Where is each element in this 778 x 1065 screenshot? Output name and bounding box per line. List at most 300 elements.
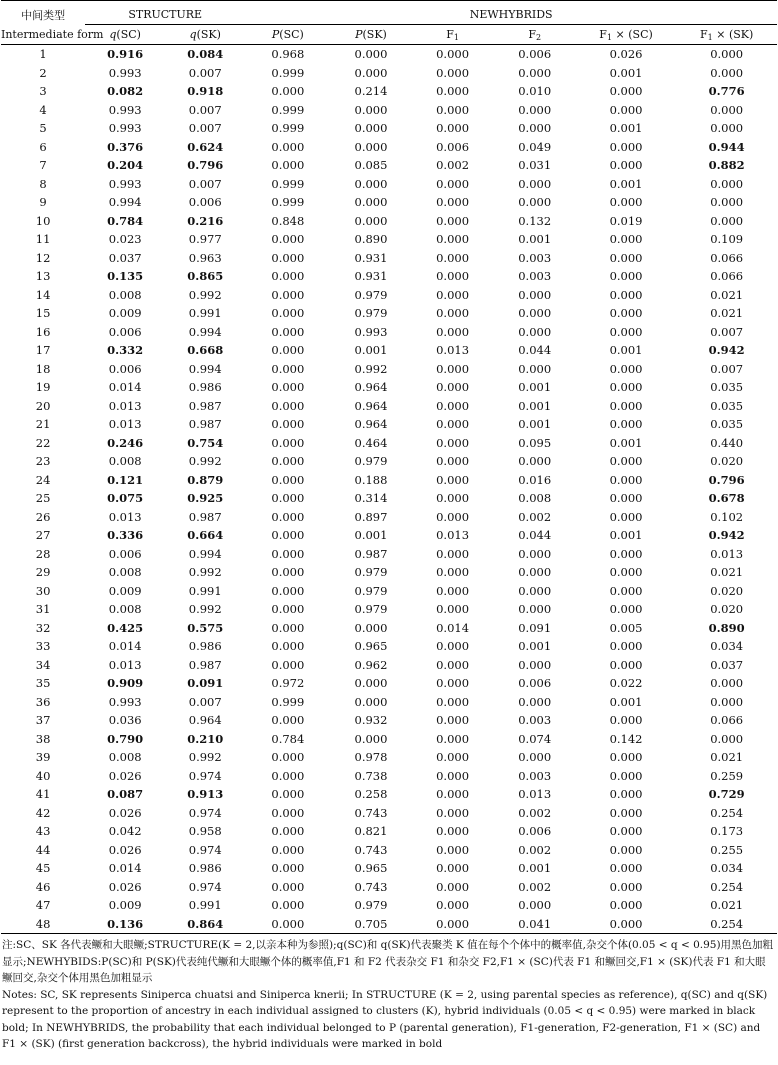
table-cell: 0.000 (436, 509, 470, 524)
table-row (1, 896, 777, 915)
row-id: 43 (35, 824, 51, 838)
table-cell: 0.000 (271, 417, 305, 431)
table-cell: 0.000 (609, 842, 643, 857)
table-cell: 0.001 (609, 343, 643, 357)
table-cell: 0.000 (354, 195, 388, 209)
table-cell: 0.994 (188, 324, 222, 339)
table-cell: 0.005 (609, 620, 643, 635)
table-cell: 0.000 (436, 417, 470, 431)
table-cell: 0.964 (354, 417, 388, 431)
table-cell: 0.994 (108, 195, 142, 209)
table-cell: 0.864 (165, 915, 245, 934)
table-cell: 0.075 (107, 491, 144, 505)
table-row (1, 119, 777, 138)
table-cell: 0.000 (609, 509, 643, 524)
table-cell: 0.037 (108, 250, 142, 265)
table-cell: 0.999 (271, 121, 305, 135)
table-cell: 0.992 (188, 602, 222, 616)
table-cell: 0.006 (108, 546, 142, 561)
table-cell: 0.091 (518, 620, 552, 635)
column-header-main: F (446, 27, 454, 41)
table-cell: 0.006 (108, 324, 142, 339)
table-cell: 0.000 (436, 250, 470, 265)
table-cell: 0.376 (107, 139, 144, 154)
table-row (1, 711, 777, 730)
table-cell: 0.932 (354, 713, 388, 727)
column-header-main: q (109, 28, 117, 41)
table-cell: 0.121 (107, 472, 144, 487)
table-row (1, 674, 777, 693)
table-row (1, 397, 777, 416)
table-cell: 0.037 (710, 657, 744, 672)
table-cell: 0.000 (271, 84, 305, 98)
table-cell: 0.743 (354, 805, 388, 820)
table-cell: 0.000 (271, 361, 305, 376)
table-cell: 0.000 (609, 84, 643, 98)
table-cell: 0.000 (354, 731, 388, 746)
table-cell: 0.021 (710, 898, 744, 912)
table-cell: 0.006 (108, 361, 142, 376)
table-cell: 0.000 (354, 102, 388, 117)
table-row (1, 249, 777, 268)
table-cell: 0.992 (188, 750, 222, 764)
table-cell: 0.000 (436, 232, 470, 246)
table-cell: 0.754 (187, 435, 224, 450)
table-cell: 0.000 (271, 324, 305, 339)
table-row (1, 101, 777, 120)
group-header-structure: STRUCTURE (85, 1, 245, 25)
table-cell: 0.916 (107, 47, 144, 61)
table-cell: 0.000 (436, 361, 470, 376)
table-row (1, 822, 777, 841)
column-header-main: P (355, 28, 363, 41)
table-cell: 0.000 (354, 121, 388, 135)
table-cell: 0.087 (107, 787, 144, 801)
table-cell: 0.009 (108, 583, 142, 598)
row-id: 42 (35, 805, 51, 820)
table-cell: 0.000 (609, 158, 643, 172)
table-cell: 0.135 (107, 269, 144, 283)
hybrid-probability-table (1, 0, 777, 934)
table-cell: 0.000 (271, 435, 305, 450)
table-cell: 0.992 (188, 565, 222, 579)
table-cell: 0.013 (108, 398, 142, 413)
table-row (1, 304, 777, 323)
table-cell: 0.006 (518, 676, 552, 690)
table-cell: 0.890 (708, 620, 745, 635)
table-cell: 0.009 (108, 898, 142, 912)
table-cell: 0.000 (518, 565, 552, 579)
table-cell: 0.000 (436, 639, 470, 653)
table-row (1, 582, 777, 601)
table-cell: 0.000 (271, 898, 305, 912)
column-header-subscript: 1 (453, 32, 459, 42)
table-cell: 0.000 (436, 435, 470, 450)
table-cell: 0.918 (187, 84, 224, 98)
table-cell: 0.974 (188, 879, 222, 894)
table-cell: 0.000 (271, 472, 305, 487)
table-cell: 0.000 (271, 805, 305, 820)
table-cell: 0.000 (271, 879, 305, 894)
row-id: 35 (35, 676, 51, 690)
table-cell: 0.314 (354, 491, 388, 505)
table-cell: 0.001 (354, 528, 388, 542)
table-cell: 0.000 (271, 861, 305, 875)
table-cell: 0.000 (436, 65, 470, 80)
table-cell: 0.000 (271, 620, 305, 635)
table-cell: 0.993 (108, 694, 142, 709)
table-cell: 0.042 (108, 824, 142, 838)
row-id: 13 (35, 269, 51, 283)
table-cell: 0.000 (436, 787, 470, 801)
table-cell: 0.035 (710, 380, 744, 394)
table-row (1, 563, 777, 582)
table-cell: 0.007 (188, 102, 222, 117)
row-id: 11 (35, 232, 51, 246)
column-header-main: F (599, 27, 607, 41)
table-cell: 0.204 (107, 158, 144, 172)
table-cell: 0.000 (271, 343, 305, 357)
table-cell: 0.066 (710, 250, 744, 265)
column-header (576, 25, 677, 45)
table-cell: 0.979 (354, 602, 388, 616)
table-cell: 0.026 (108, 768, 142, 783)
column-header (245, 25, 330, 45)
table-cell: 0.003 (518, 250, 552, 265)
table-cell: 0.000 (609, 787, 643, 801)
table-cell: 0.001 (354, 343, 388, 357)
table-cell: 0.000 (436, 176, 470, 191)
table-cell: 0.993 (108, 121, 142, 135)
table-cell: 0.000 (436, 195, 470, 209)
table-cell: 0.987 (188, 398, 222, 413)
table-cell: 0.986 (188, 639, 222, 653)
table-cell: 0.008 (518, 491, 552, 505)
table-cell: 0.001 (609, 694, 643, 709)
table-cell: 0.000 (609, 879, 643, 894)
table-cell: 0.979 (354, 306, 388, 320)
table-cell: 0.026 (108, 842, 142, 857)
table-cell: 0.188 (354, 472, 388, 487)
table-cell: 0.000 (271, 565, 305, 579)
row-id: 45 (35, 861, 51, 875)
table-cell: 0.001 (518, 398, 552, 413)
table-cell: 0.049 (518, 139, 552, 154)
table-cell: 0.000 (271, 713, 305, 727)
table-cell: 0.013 (436, 343, 470, 357)
table-row (1, 619, 777, 638)
table-cell: 0.014 (108, 639, 142, 653)
table-cell: 0.000 (271, 398, 305, 413)
table-cell: 0.000 (271, 639, 305, 653)
table-cell: 0.000 (436, 898, 470, 912)
table-cell: 0.000 (271, 787, 305, 801)
table-cell: 0.000 (271, 602, 305, 616)
row-id: 32 (35, 620, 51, 635)
table-cell: 0.440 (710, 435, 744, 450)
table-cell: 0.023 (108, 232, 142, 246)
column-header (494, 25, 576, 45)
table-cell: 0.000 (436, 676, 470, 690)
table-cell: 0.007 (710, 361, 744, 376)
table-cell: 0.974 (188, 768, 222, 783)
table-row (1, 508, 777, 527)
table-cell: 0.022 (609, 676, 643, 690)
table-cell: 0.259 (710, 768, 744, 783)
table-cell: 0.142 (609, 731, 643, 746)
table-cell: 0.000 (518, 602, 552, 616)
table-cell: 0.014 (108, 861, 142, 875)
table-cell: 0.000 (436, 380, 470, 394)
table-row (1, 230, 777, 249)
table-cell: 0.020 (710, 583, 744, 598)
table-cell: 0.021 (710, 287, 744, 302)
row-id: 34 (35, 657, 51, 672)
table-cell: 0.136 (85, 915, 165, 934)
table-cell: 0.000 (271, 583, 305, 598)
table-cell: 0.000 (271, 306, 305, 320)
table-cell: 0.879 (187, 472, 224, 487)
table-cell: 0.000 (518, 195, 552, 209)
table-row (1, 175, 777, 194)
table-cell: 0.008 (108, 565, 142, 579)
row-id: 29 (35, 565, 51, 579)
table-cell: 0.002 (518, 842, 552, 857)
table-row (1, 82, 777, 101)
table-cell: 0.993 (108, 176, 142, 191)
table-cell: 0.925 (187, 491, 224, 505)
table-cell: 0.000 (609, 232, 643, 246)
column-header-rest: × (SC) (612, 27, 653, 41)
table-cell: 0.000 (271, 768, 305, 783)
row-id: 28 (35, 546, 51, 561)
table-cell: 0.000 (518, 898, 552, 912)
table-cell: 0.848 (271, 213, 305, 228)
table-row (1, 526, 777, 545)
table-cell: 0.999 (271, 102, 305, 117)
table-cell: 0.000 (609, 269, 643, 283)
row-id: 16 (35, 324, 51, 339)
table-notes (0, 934, 778, 1053)
table-cell: 0.013 (436, 528, 470, 542)
table-cell: 0.000 (354, 213, 388, 228)
column-header-main: F (528, 27, 536, 41)
table-cell: 0.999 (271, 176, 305, 191)
table-cell: 0.021 (710, 306, 744, 320)
table-cell: 0.991 (188, 583, 222, 598)
table-cell: 0.000 (271, 269, 305, 283)
note-english: Notes: SC, SK represents Siniperca chuatsi and Siniperca knerii; In STRUCTURE (K = 2, using parental species as reference), q(SC) and q(SK) represent to the proportion of ancestry in each individual assigned to clusters (K), hybrid individuals (0.05 < q < 0.95) were marked in black bold; In NEWHYBRIDS, the probability that each individual belonged to P (parental generation), F1-generation, F2-generation, F1 × (SC) and F1 × (SK) (first generation backcross), the hybrid individuals were marked in bold (2, 988, 768, 1050)
table-cell: 0.000 (609, 713, 643, 727)
column-header-main: q (189, 28, 197, 41)
table-cell: 0.000 (609, 824, 643, 838)
table-cell: 0.001 (518, 232, 552, 246)
table-cell: 0.000 (609, 102, 643, 117)
table-cell: 0.000 (436, 121, 470, 135)
table-row (1, 878, 777, 897)
table-cell: 0.006 (518, 47, 552, 61)
table-cell: 0.000 (609, 861, 643, 875)
table-cell: 0.738 (354, 768, 388, 783)
table-cell: 0.931 (354, 269, 388, 283)
table-cell: 0.979 (354, 287, 388, 302)
table-cell: 0.254 (710, 805, 744, 820)
table-cell: 0.214 (354, 84, 388, 98)
table-cell: 0.000 (518, 121, 552, 135)
column-header-rest: (SK) (362, 28, 387, 41)
row-id: 48 (1, 915, 85, 934)
row-id: 18 (35, 361, 51, 376)
table-cell: 0.006 (518, 824, 552, 838)
table-cell: 0.001 (609, 435, 643, 450)
table-cell: 0.216 (187, 213, 224, 228)
table-cell: 0.006 (188, 195, 222, 209)
row-id: 30 (35, 583, 51, 598)
table-cell: 0.993 (354, 324, 388, 339)
table-cell: 0.000 (518, 65, 552, 80)
row-id: 3 (39, 84, 47, 98)
table-cell: 0.000 (609, 602, 643, 616)
column-header-main: F (700, 27, 708, 41)
table-cell: 0.000 (518, 306, 552, 320)
table-cell: 0.977 (188, 232, 222, 246)
table-cell: 0.000 (271, 287, 305, 302)
table-cell: 0.000 (518, 176, 552, 191)
column-header-main: P (271, 28, 280, 41)
table-cell: 0.964 (188, 713, 222, 727)
table-cell: 0.014 (436, 620, 470, 635)
table-cell: 0.102 (710, 509, 744, 524)
table-cell: 0.784 (271, 731, 305, 746)
table-cell: 0.882 (708, 158, 745, 172)
table-cell: 0.013 (108, 657, 142, 672)
column-header-subscript: 1 (707, 32, 713, 42)
table-cell: 0.994 (188, 546, 222, 561)
table-row (1, 415, 777, 434)
table-cell: 0.000 (436, 694, 470, 709)
table-row (1, 915, 777, 934)
table-cell: 0.743 (354, 879, 388, 894)
table-cell: 0.000 (518, 546, 552, 561)
table-cell: 0.255 (710, 842, 744, 857)
table-cell: 0.000 (436, 842, 470, 857)
table-cell: 0.678 (708, 491, 745, 505)
table-cell: 0.026 (609, 47, 643, 61)
table-cell: 0.000 (436, 454, 470, 468)
row-id: 2 (39, 65, 47, 80)
table-cell: 0.000 (710, 676, 744, 690)
row-id: 19 (35, 380, 51, 394)
column-header-rest: × (SK) (712, 27, 754, 41)
table-cell: 0.000 (271, 158, 305, 172)
table-cell: 0.035 (710, 398, 744, 413)
table-cell: 0.000 (354, 694, 388, 709)
table-cell: 0.000 (436, 546, 470, 561)
table-cell: 0.000 (609, 287, 643, 302)
row-id: 36 (35, 694, 51, 709)
table-row (1, 267, 777, 286)
table-cell: 0.014 (108, 380, 142, 394)
table-cell: 0.000 (609, 306, 643, 320)
table-row (1, 452, 777, 471)
row-id: 15 (35, 306, 51, 320)
row-id: 26 (35, 509, 51, 524)
table-cell: 0.066 (710, 713, 744, 727)
table-cell: 0.007 (710, 324, 744, 339)
table-cell: 0.000 (412, 915, 494, 934)
table-cell: 0.999 (271, 65, 305, 80)
table-cell: 0.942 (708, 528, 745, 542)
table-cell: 0.000 (436, 306, 470, 320)
table-cell: 0.944 (708, 139, 745, 154)
table-cell: 0.008 (108, 750, 142, 764)
table-cell: 0.000 (436, 713, 470, 727)
table-cell: 0.044 (518, 343, 552, 357)
table-cell: 0.074 (518, 731, 552, 746)
table-cell: 0.776 (708, 84, 745, 98)
table-cell: 0.001 (609, 176, 643, 191)
table-cell: 0.979 (354, 898, 388, 912)
table-row (1, 656, 777, 675)
table-cell: 0.000 (436, 565, 470, 579)
row-id: 44 (35, 842, 51, 857)
table-cell: 0.999 (271, 195, 305, 209)
table-cell: 0.000 (518, 657, 552, 672)
table-cell: 0.790 (107, 731, 144, 746)
table-cell: 0.210 (187, 731, 224, 746)
table-cell: 0.041 (494, 915, 576, 934)
table-cell: 0.964 (354, 398, 388, 413)
table-cell: 0.987 (188, 509, 222, 524)
row-id: 33 (35, 639, 51, 653)
table-cell: 0.000 (354, 47, 388, 61)
table-cell: 0.008 (108, 454, 142, 468)
table-cell: 0.992 (188, 454, 222, 468)
row-id: 47 (35, 898, 51, 912)
table-cell: 0.007 (188, 176, 222, 191)
table-cell: 0.000 (609, 361, 643, 376)
table-cell: 0.013 (710, 546, 744, 561)
table-cell: 0.000 (354, 139, 388, 154)
table-cell: 0.000 (710, 195, 744, 209)
table-cell: 0.013 (108, 417, 142, 431)
table-cell: 0.095 (518, 435, 552, 450)
table-cell: 0.001 (518, 639, 552, 653)
table-cell: 0.001 (518, 380, 552, 394)
table-cell: 0.003 (518, 768, 552, 783)
table-cell: 0.332 (107, 343, 144, 357)
column-header (330, 25, 411, 45)
table-cell: 0.000 (710, 176, 744, 191)
column-header-type-en: Intermediate form (1, 25, 85, 45)
table-row (1, 545, 777, 564)
table-row (1, 859, 777, 878)
column-header-subscript: 2 (535, 32, 542, 42)
table-cell: 0.001 (518, 861, 552, 875)
table-cell: 0.000 (354, 620, 388, 635)
table-cell: 0.796 (187, 158, 224, 172)
table-row (1, 637, 777, 656)
table-cell: 0.987 (188, 657, 222, 672)
row-id: 25 (35, 491, 51, 505)
table-cell: 0.865 (187, 269, 224, 283)
table-cell: 0.986 (188, 861, 222, 875)
table-cell: 0.978 (354, 750, 388, 764)
table-cell: 0.082 (107, 84, 144, 98)
table-cell: 0.979 (354, 565, 388, 579)
table-cell: 0.986 (188, 380, 222, 394)
table-cell: 0.965 (354, 639, 388, 653)
